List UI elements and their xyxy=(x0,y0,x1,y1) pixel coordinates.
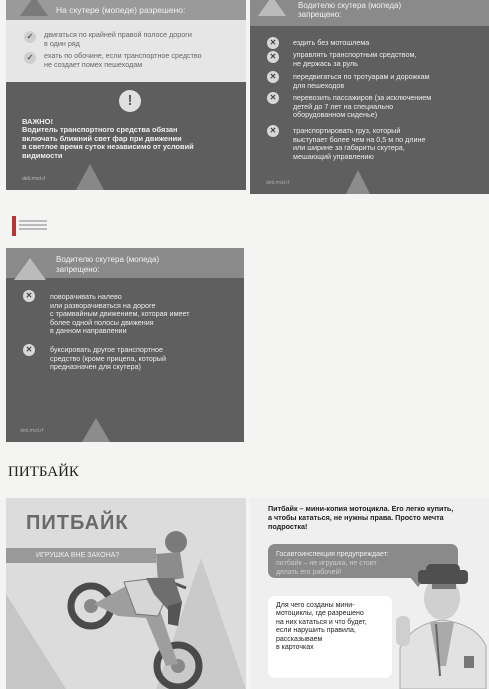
prohibited-item-4: перевозить пассажиров (за исключением детей до 7 лет на специально оборудованном сиденье) xyxy=(293,93,432,120)
cross-icon: ✕ xyxy=(267,51,279,63)
logo-mark xyxy=(12,216,16,236)
police-officer-illustration xyxy=(250,498,489,689)
pitbike-intro: Питбайк – мини-копия мотоцикла. Его легко купить, а чтобы кататься, не нужны права. Просто мечта подростка! xyxy=(268,504,454,531)
allowed-item-1: двигаться по крайней правой полосе дороги в один ряд xyxy=(44,30,192,48)
card-prohibited-1 xyxy=(250,0,489,194)
prohibited-item-3: передвигаться по тротуарам и дорожкам для пешеходов xyxy=(293,72,430,90)
warning-title: ВАЖНО! xyxy=(22,117,53,126)
prohibited-item-6: поворачивать налево или разворачиваться на дороге с трамвайным движением, которая имеет более одной полосы движения в данном направлении xyxy=(50,292,190,336)
pitbike-title: ПИТБАЙК xyxy=(26,512,129,534)
allowed-item-2: ехать по обочине, если транспортное средство не создает помех пешеходам xyxy=(44,51,202,69)
card-prohibited-title: Водителю скутера (мопеда) запрещено: xyxy=(298,1,402,19)
prohibited-item-7: буксировать другое транспортное средство (кроме прицепа, который предназначен для скутера) xyxy=(50,345,166,372)
pitbike-info-card xyxy=(250,498,489,689)
header-triangle xyxy=(258,0,286,16)
site-label: deti.mvd.rf xyxy=(266,180,290,186)
cross-icon: ✕ xyxy=(23,344,35,356)
footer-triangle xyxy=(82,418,110,442)
card-prohibited-title: Водителю скутера (мопеда) запрещено: xyxy=(56,255,160,274)
prohibited-item-2: управлять транспортным средством, не держась за руль xyxy=(293,50,417,68)
warning-text: Водитель транспортного средства обязан включать ближний свет фар при движении в светлое время суток независимо от условий видимости xyxy=(22,125,194,160)
header-triangle xyxy=(14,258,46,280)
section-title: ПИТБАЙК xyxy=(8,464,79,480)
check-icon: ✓ xyxy=(24,31,36,43)
cross-icon: ✕ xyxy=(267,125,279,137)
bubble-warning-title: Госавтоинспекция предупреждает: xyxy=(276,551,389,558)
header-triangle xyxy=(20,0,48,16)
footer-triangle xyxy=(346,170,370,194)
site-label: deti.mvd.rf xyxy=(20,428,44,434)
cross-icon: ✕ xyxy=(267,37,279,49)
exclamation-icon: ! xyxy=(119,90,141,112)
card-allowed-title: На скутере (мопеде) разрешено: xyxy=(56,5,186,15)
cross-icon: ✕ xyxy=(267,71,279,83)
prohibited-item-5: транспортировать груз, который выступает более чем на 0,5 м по длине или ширине за габариты скутера, мешающий управлению xyxy=(293,126,426,161)
logo xyxy=(10,214,54,240)
cross-icon: ✕ xyxy=(23,290,35,302)
check-icon: ✓ xyxy=(24,52,36,64)
card-prohibited-2 xyxy=(6,248,244,442)
cross-icon: ✕ xyxy=(267,92,279,104)
logo-lines xyxy=(19,220,47,222)
prohibited-item-1: ездить без мотошлема xyxy=(293,38,370,47)
footer-triangle xyxy=(76,164,104,190)
pitbike-rider-illustration xyxy=(6,498,246,689)
info-bubble-text: Для чего созданы мини- мотоциклы, где разрешено на них кататься и что будет, если нарушить правила, рассказываем в карточках xyxy=(276,602,367,652)
pitbike-subtitle: ИГРУШКА ВНЕ ЗАКОНА? xyxy=(36,552,120,559)
card-allowed xyxy=(6,0,246,190)
pitbike-cover-card xyxy=(6,498,246,689)
site-label: deti.mvd.rf xyxy=(22,176,46,182)
bubble-warning-text: питбайк – не игрушка, не стоит делать его рабочей! xyxy=(276,560,377,576)
